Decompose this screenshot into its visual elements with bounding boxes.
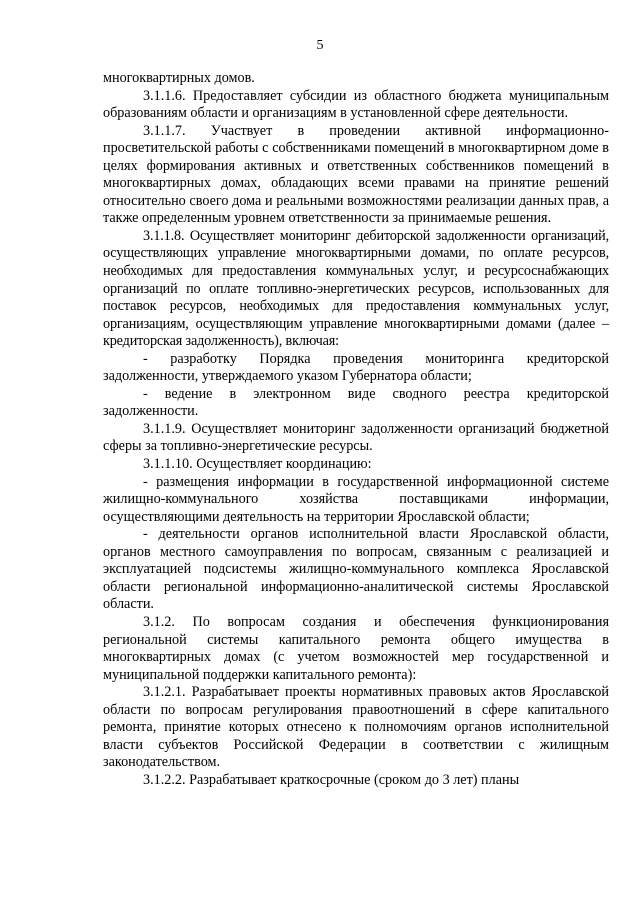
list-item-develop-procedure: - разработку Порядка проведения мониторинга кредиторской задолженности, утверждаемого указом Губернатора области; (103, 350, 609, 385)
page-number: 5 (316, 38, 324, 53)
document-body (103, 70, 609, 789)
paragraph-3-1-1-10: 3.1.1.10. Осуществляет координацию: (143, 456, 372, 473)
list-item-authorities-activity: - деятельности органов исполнительной власти Ярославской области, органов местного самоуправления по вопросам, связанным с реализацией и эксплуатацией подсистемы жилищно-коммунального комплекса Ярославской области региональной информационно-аналитической системы Ярославской области. (103, 526, 609, 613)
paragraph-3-1-2-2: 3.1.2.2. Разрабатывает краткосрочные (сроком до 3 лет) планы (143, 771, 520, 788)
paragraph-3-1-1-9: 3.1.1.9. Осуществляет мониторинг задолженности организаций бюджетной сферы за топливно-энергетические ресурсы. (103, 420, 609, 455)
paragraph-3-1-1-7: 3.1.1.7. Участвует в проведении активной информационно-просветительской работы с собственниками помещений в многоквартирном доме в целях формирования активных и ответственных собственников помещений в многоквартирных домах, обладающих всеми правами на принятие решений относительно своего дома и реальными возможностями реализации данных прав, а также определенным уровнем ответственности за принимаемые решения. (103, 122, 609, 227)
paragraph-3-1-2-1: 3.1.2.1. Разрабатывает проекты нормативных правовых актов Ярославской области по вопросам регулирования правоотношений в сфере капитального ремонта, принятие которых отнесено к полномочиям органов исполнительной власти субъектов Российской Федерации в соответствии с жилищным законодательством. (103, 684, 609, 771)
paragraph-3-1-2: 3.1.2. По вопросам создания и обеспечения функционирования региональной системы капитального ремонта общего имущества в многоквартирных домах (с учетом возможностей мер государственной и муниципальной поддержки капитального ремонта): (103, 613, 609, 683)
paragraph-3-1-1-8: 3.1.1.8. Осуществляет мониторинг дебиторской задолженности организаций, осуществляющих управление многоквартирными домами, по оплате ресурсов, необходимых для предоставления коммунальных услуг, и ресурсоснабжающих организаций по оплате топливно-энергетических ресурсов, использованных для поставок ресурсов, необходимых для предоставления коммунальных услуг, организациям, осуществляющим управление многоквартирными домами (далее – кредиторская задолженность), включая: (103, 227, 609, 350)
paragraph-3-1-1-6: 3.1.1.6. Предоставляет субсидии из областного бюджета муниципальным образованиям области и организациям в установленной сфере деятельности. (103, 87, 609, 122)
list-item-electronic-register: - ведение в электронном виде сводного реестра кредиторской задолженности. (103, 385, 609, 420)
list-item-information-placement: - размещения информации в государственной информационной системе жилищно-коммунального хозяйства поставщиками информации, осуществляющими деятельность на территории Ярославской области; (103, 473, 609, 525)
paragraph-continuation: многоквартирных домов. (103, 70, 255, 86)
